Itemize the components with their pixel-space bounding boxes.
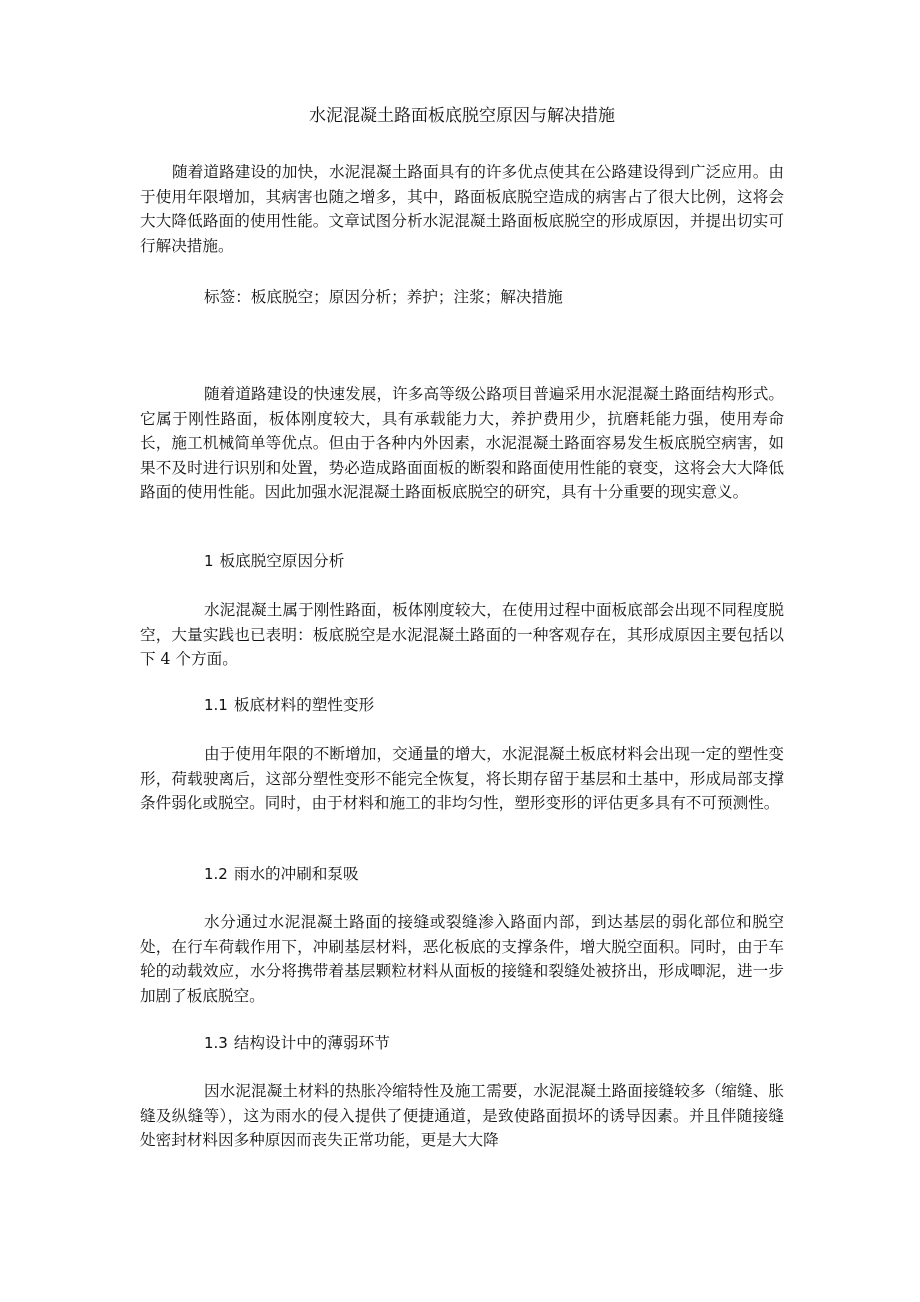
section-1-title: 板底脱空原因分析 xyxy=(219,552,345,570)
section-1-3-body: 因水泥混凝土材料的热胀冷缩特性及施工需要，水泥混凝土路面接缝较多（缩缝、胀缝及纵缝等），这为雨水的侵入提供了便捷通道，是致使路面损坏的诱导因素。并且伴随接缝处密封材料因多种原因而丧失正常功能，更是大大降 xyxy=(140,1082,784,1150)
abstract-paragraph: 随着道路建设的加快，水泥混凝土路面具有的许多优点使其在公路建设得到广泛应用。由于使用年限增加，其病害也随之增多，其中，路面板底脱空造成的病害占了很大比例，这将会大大降低路面的使用性能。文章试图分析水泥混凝土路面板底脱空的形成原因，并提出切实可行解决措施。 xyxy=(140,163,784,255)
section-1-number: 1 xyxy=(204,552,214,570)
section-1-1-heading xyxy=(204,693,374,718)
section-1-3-heading xyxy=(204,1031,390,1056)
section-1-2-number: 1.2 xyxy=(204,865,228,883)
section-1-3-number: 1.3 xyxy=(204,1034,228,1052)
section-1-2-title: 雨水的冲刷和泵吸 xyxy=(233,865,359,883)
keywords-line: 标签：板底脱空；原因分析；养护；注浆；解决措施 xyxy=(204,288,563,306)
intro-paragraph: 随着道路建设的快速发展，许多高等级公路项目普遍采用水泥混凝土路面结构形式。它属于刚性路面，板体刚度较大，具有承载能力大，养护费用少，抗磨耗能力强，使用寿命长，施工机械简单等优点。但由于各种内外因素，水泥混凝土路面容易发生板底脱空病害，如果不及时进行识别和处置，势必造成路面面板的断裂和路面使用性能的衰变，这将会大大降低路面的使用性能。因此加强水泥混凝土路面板底脱空的研究，具有十分重要的现实意义。 xyxy=(140,385,784,502)
document-title: 水泥混凝土路面板底脱空原因与解决措施 xyxy=(309,106,615,126)
section-1-1-body: 由于使用年限的不断增加，交通量的增大，水泥混凝土板底材料会出现一定的塑性变形，荷载驶离后，这部分塑性变形不能完全恢复，将长期存留于基层和土基中，形成局部支撑条件弱化或脱空。同时，由于材料和施工的非均匀性，塑形变形的评估更多具有不可预测性。 xyxy=(140,745,784,813)
section-1-2-body: 水分通过水泥混凝土路面的接缝或裂缝渗入路面内部，到达基层的弱化部位和脱空处，在行车荷载作用下，冲刷基层材料，恶化板底的支撑条件，增大脱空面积。同时，由于车轮的动载效应，水分将携带着基层颗粒材料从面板的接缝和裂缝处被挤出，形成唧泥，进一步加剧了板底脱空。 xyxy=(140,913,784,1005)
section-1-3-title: 结构设计中的薄弱环节 xyxy=(233,1034,390,1052)
section-1-1-number: 1.1 xyxy=(204,696,228,714)
section-1-2-heading xyxy=(204,862,359,887)
section-1-body: 水泥混凝土属于刚性路面，板体刚度较大，在使用过程中面板底部会出现不同程度脱空，大量实践也已表明：板底脱空是水泥混凝土路面的一种客观存在，其形成原因主要包括以下 4 个方面。 xyxy=(140,601,784,669)
section-1-heading xyxy=(204,549,344,574)
section-1-1-title: 板底材料的塑性变形 xyxy=(233,696,375,714)
